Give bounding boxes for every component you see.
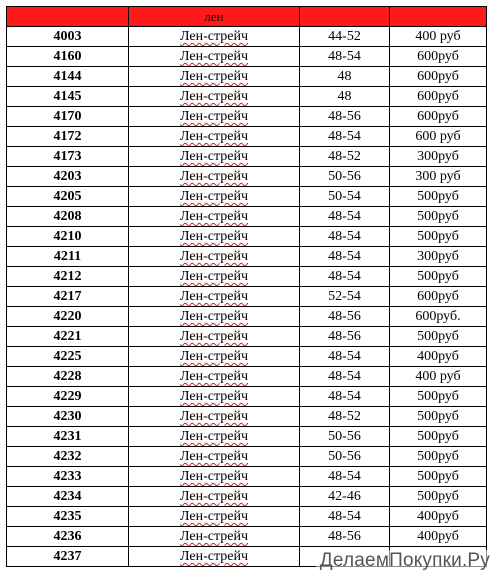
item-name-text: Лен-стрейч: [179, 249, 249, 264]
item-price: [390, 407, 487, 427]
item-price: [390, 67, 487, 87]
item-size-text: 42-46: [328, 489, 361, 504]
item-code-text: 4221: [53, 329, 82, 344]
table-row: [7, 247, 487, 267]
item-code-text: 4235: [53, 509, 82, 524]
item-code-text: 4203: [53, 169, 82, 184]
item-name-text: Лен-стрейч: [179, 469, 249, 484]
item-price: [390, 307, 487, 327]
item-code: [7, 287, 129, 307]
item-code-text: 4170: [53, 109, 82, 124]
item-price: [390, 187, 487, 207]
item-size-text: 48-52: [328, 149, 361, 164]
item-name: [129, 487, 300, 507]
item-size: [300, 427, 390, 447]
item-name: [129, 407, 300, 427]
item-name: [129, 67, 300, 87]
item-code: [7, 347, 129, 367]
item-name: [129, 167, 300, 187]
item-size: [300, 147, 390, 167]
item-price-text: 600руб: [417, 49, 459, 64]
item-name: [129, 247, 300, 267]
table-row: [7, 287, 487, 307]
item-size-text: 50-56: [328, 429, 361, 444]
item-price-text: 400руб: [417, 349, 459, 364]
item-code-text: 4217: [53, 289, 82, 304]
table-row: [7, 167, 487, 187]
item-name-text: Лен-стрейч: [179, 29, 249, 44]
table-row: [7, 487, 487, 507]
item-size: [300, 347, 390, 367]
item-code: [7, 227, 129, 247]
item-code-text: 4228: [53, 369, 82, 384]
item-price: [390, 527, 487, 547]
item-name-text: Лен-стрейч: [179, 109, 249, 124]
item-name: [129, 307, 300, 327]
item-size: [300, 187, 390, 207]
table-row: [7, 107, 487, 127]
item-name-text: Лен-стрейч: [179, 189, 249, 204]
item-price: [390, 287, 487, 307]
table-row: [7, 427, 487, 447]
category-label: лен: [129, 7, 300, 27]
item-price-text: 600руб.: [415, 309, 461, 324]
item-code-text: 4210: [53, 229, 82, 244]
table-row: [7, 407, 487, 427]
item-size: [300, 27, 390, 47]
item-code: [7, 107, 129, 127]
item-price: [390, 87, 487, 107]
item-size: [300, 267, 390, 287]
item-size: [300, 47, 390, 67]
item-size-text: 48-54: [328, 349, 361, 364]
item-price: [390, 487, 487, 507]
item-price: [390, 327, 487, 347]
item-price: [390, 367, 487, 387]
item-price: [390, 427, 487, 447]
item-code: [7, 407, 129, 427]
item-size: [300, 127, 390, 147]
item-size-text: 44-52: [328, 29, 361, 44]
category-header-row: [7, 7, 487, 27]
item-name: [129, 447, 300, 467]
item-code: [7, 187, 129, 207]
item-price-text: 600руб: [417, 289, 459, 304]
item-price-text: 400руб: [417, 509, 459, 524]
item-price: [390, 347, 487, 367]
item-name: [129, 147, 300, 167]
table-row: [7, 127, 487, 147]
item-code: [7, 447, 129, 467]
item-code-text: 4234: [53, 489, 82, 504]
item-size: [300, 227, 390, 247]
item-name: [129, 347, 300, 367]
item-code-text: 4231: [53, 429, 82, 444]
item-code: [7, 87, 129, 107]
item-code-text: 4229: [53, 389, 82, 404]
item-size-text: 48-54: [328, 469, 361, 484]
table-row: [7, 327, 487, 347]
item-name-text: Лен-стрейч: [179, 289, 249, 304]
item-name: [129, 547, 300, 567]
item-name-text: Лен-стрейч: [179, 149, 249, 164]
item-name-text: Лен-стрейч: [179, 89, 249, 104]
item-code-text: 4205: [53, 189, 82, 204]
item-code: [7, 207, 129, 227]
item-name-text: Лен-стрейч: [179, 49, 249, 64]
item-price: [390, 47, 487, 67]
item-size: [300, 107, 390, 127]
item-code: [7, 367, 129, 387]
item-size-text: 48-54: [328, 369, 361, 384]
item-name-text: Лен-стрейч: [179, 229, 249, 244]
item-code-text: 4172: [53, 129, 82, 144]
item-name-text: Лен-стрейч: [179, 169, 249, 184]
item-name-text: Лен-стрейч: [179, 309, 249, 324]
item-name-text: Лен-стрейч: [179, 489, 249, 504]
item-size: [300, 207, 390, 227]
item-code: [7, 527, 129, 547]
item-size: [300, 247, 390, 267]
item-price-text: 500руб: [417, 409, 459, 424]
item-price: [390, 27, 487, 47]
item-code: [7, 307, 129, 327]
item-name: [129, 47, 300, 67]
item-name: [129, 87, 300, 107]
item-name: [129, 207, 300, 227]
item-code: [7, 247, 129, 267]
item-price-text: 500руб: [417, 329, 459, 344]
table-row: [7, 267, 487, 287]
item-price-text: 500руб: [417, 189, 459, 204]
item-code-text: 4160: [53, 49, 82, 64]
item-code: [7, 127, 129, 147]
item-price-text: 600руб: [417, 109, 459, 124]
item-price: [390, 247, 487, 267]
item-code: [7, 507, 129, 527]
item-size-text: 48-56: [328, 109, 361, 124]
item-price-text: 300руб: [417, 149, 459, 164]
item-name-text: Лен-стрейч: [179, 369, 249, 384]
item-code-text: 4173: [53, 149, 82, 164]
table-row: [7, 67, 487, 87]
item-size-text: 48-54: [328, 389, 361, 404]
item-size: [300, 527, 390, 547]
item-name-text: Лен-стрейч: [179, 529, 249, 544]
item-price-text: 500руб: [417, 449, 459, 464]
item-size: [300, 67, 390, 87]
item-price-text: 500руб: [417, 469, 459, 484]
item-code-text: 4232: [53, 449, 82, 464]
item-size-text: 48-54: [328, 129, 361, 144]
item-size: [300, 167, 390, 187]
item-code: [7, 67, 129, 87]
item-size: [300, 467, 390, 487]
item-size: [300, 507, 390, 527]
item-name: [129, 267, 300, 287]
item-price: [390, 227, 487, 247]
item-name: [129, 367, 300, 387]
item-price: [390, 447, 487, 467]
item-code: [7, 167, 129, 187]
item-code: [7, 327, 129, 347]
item-price: [390, 387, 487, 407]
table-row: [7, 227, 487, 247]
item-price: [390, 147, 487, 167]
table-row: [7, 527, 487, 547]
item-name: [129, 127, 300, 147]
item-code-text: 4233: [53, 469, 82, 484]
item-name: [129, 527, 300, 547]
item-size: [300, 367, 390, 387]
item-size-text: 50-54: [328, 189, 361, 204]
item-size-text: 48: [337, 69, 352, 84]
item-size-text: 48-54: [328, 509, 361, 524]
item-name: [129, 107, 300, 127]
item-name: [129, 27, 300, 47]
table-row: [7, 307, 487, 327]
item-price-text: 600руб: [417, 69, 459, 84]
item-code-text: 4225: [53, 349, 82, 364]
item-price: [390, 467, 487, 487]
item-price-text: 500руб: [417, 429, 459, 444]
item-name: [129, 327, 300, 347]
item-price: [390, 267, 487, 287]
item-code-text: 4212: [53, 269, 82, 284]
item-size: [300, 327, 390, 347]
table-row: [7, 387, 487, 407]
item-price-text: 400руб: [417, 529, 459, 544]
item-code: [7, 547, 129, 567]
item-price: [390, 507, 487, 527]
item-price-text: 600 руб: [415, 129, 461, 144]
item-size-text: 48-54: [328, 49, 361, 64]
item-size-text: 48-56: [328, 529, 361, 544]
table-row: [7, 507, 487, 527]
item-size-text: 48: [337, 89, 352, 104]
item-name-text: Лен-стрейч: [179, 409, 249, 424]
table-row: [7, 187, 487, 207]
item-size: [300, 487, 390, 507]
item-size-text: 50-56: [328, 169, 361, 184]
table-row: [7, 367, 487, 387]
item-name-text: Лен-стрейч: [179, 209, 249, 224]
item-price-text: 500руб: [417, 389, 459, 404]
header-cell-price: [390, 7, 487, 27]
item-name: [129, 187, 300, 207]
item-code-text: 4230: [53, 409, 82, 424]
item-size: [300, 447, 390, 467]
item-size-text: 48-54: [328, 269, 361, 284]
item-price-text: 300 руб: [415, 169, 461, 184]
item-size: [300, 87, 390, 107]
item-code-text: 4145: [53, 89, 82, 104]
item-size: [300, 307, 390, 327]
item-size-text: 48-54: [328, 229, 361, 244]
table-row: [7, 347, 487, 367]
item-code: [7, 47, 129, 67]
item-name-text: Лен-стрейч: [179, 329, 249, 344]
price-list-sheet: [6, 6, 486, 567]
item-name-text: Лен-стрейч: [179, 269, 249, 284]
table-row: [7, 147, 487, 167]
item-code-text: 4220: [53, 309, 82, 324]
item-code: [7, 467, 129, 487]
item-price-text: 500руб: [417, 489, 459, 504]
price-table-body: [7, 7, 487, 567]
item-price-text: 500руб: [417, 269, 459, 284]
item-code-text: 4003: [53, 29, 82, 44]
item-code-text: 4211: [53, 249, 82, 264]
item-size-text: 48-56: [328, 329, 361, 344]
item-size-text: 48-56: [328, 309, 361, 324]
item-size: [300, 387, 390, 407]
item-name-text: Лен-стрейч: [179, 429, 249, 444]
item-name-text: Лен-стрейч: [179, 69, 249, 84]
table-row: [7, 27, 487, 47]
item-price-text: 300руб: [417, 249, 459, 264]
item-code: [7, 147, 129, 167]
table-row: [7, 207, 487, 227]
item-size-text: 48-52: [328, 409, 361, 424]
table-row: [7, 87, 487, 107]
header-cell-code: [7, 7, 129, 27]
table-row: [7, 47, 487, 67]
item-name: [129, 387, 300, 407]
item-size-text: 48-54: [328, 209, 361, 224]
table-row: [7, 467, 487, 487]
item-name: [129, 467, 300, 487]
item-size: [300, 407, 390, 427]
item-code: [7, 387, 129, 407]
item-code: [7, 267, 129, 287]
item-price: [390, 107, 487, 127]
item-size-text: 48-54: [328, 249, 361, 264]
table-row: [7, 447, 487, 467]
item-name-text: Лен-стрейч: [179, 129, 249, 144]
item-code-text: 4237: [53, 549, 82, 564]
item-price: [390, 207, 487, 227]
item-price-text: 500руб: [417, 209, 459, 224]
item-price: [390, 127, 487, 147]
header-cell-size: [300, 7, 390, 27]
item-name-text: Лен-стрейч: [179, 349, 249, 364]
item-name: [129, 227, 300, 247]
item-code: [7, 427, 129, 447]
item-name: [129, 427, 300, 447]
item-code-text: 4208: [53, 209, 82, 224]
item-name: [129, 287, 300, 307]
item-size-text: 50-56: [328, 449, 361, 464]
price-table: [6, 6, 487, 567]
item-price: [390, 167, 487, 187]
item-name-text: Лен-стрейч: [179, 509, 249, 524]
item-price-text: 500руб: [417, 229, 459, 244]
item-size: [300, 287, 390, 307]
item-code: [7, 27, 129, 47]
item-price-text: 600руб: [417, 89, 459, 104]
item-code-text: 4144: [53, 69, 82, 84]
item-size-text: 52-54: [328, 289, 361, 304]
item-price-text: 400 руб: [415, 369, 461, 384]
item-code: [7, 487, 129, 507]
item-name-text: Лен-стрейч: [179, 549, 249, 564]
site-watermark: ДелаемПокупки.Ру: [316, 550, 494, 572]
item-code-text: 4236: [53, 529, 82, 544]
item-name: [129, 507, 300, 527]
item-name-text: Лен-стрейч: [179, 389, 249, 404]
item-name-text: Лен-стрейч: [179, 449, 249, 464]
item-price-text: 400 руб: [415, 29, 461, 44]
